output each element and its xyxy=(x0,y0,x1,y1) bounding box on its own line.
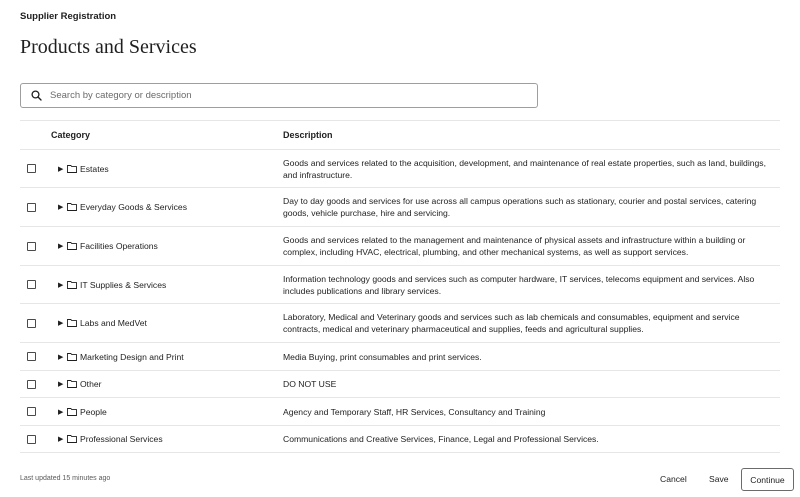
category-label[interactable]: Professional Services xyxy=(80,434,163,444)
row-checkbox[interactable] xyxy=(27,352,36,361)
category-label[interactable]: Facilities Operations xyxy=(80,241,158,251)
category-label[interactable]: Everyday Goods & Services xyxy=(80,202,187,212)
category-description: Communications and Creative Services, Finance, Legal and Professional Services. xyxy=(283,434,599,444)
category-label[interactable]: Estates xyxy=(80,163,109,174)
category-description: Goods and services related to the acquisition, development, and maintenance of real estate properties, such as land, buildings, and infrastructure. xyxy=(283,157,766,180)
row-checkbox[interactable] xyxy=(27,407,36,416)
footer-bar xyxy=(0,460,800,497)
search-box[interactable] xyxy=(20,83,538,108)
header-description: Description xyxy=(283,130,333,140)
row-checkbox[interactable] xyxy=(27,280,36,289)
row-checkbox[interactable] xyxy=(27,435,36,444)
page-title: Products and Services xyxy=(20,36,197,58)
category-description: Information technology goods and services such as computer hardware, IT services, telecoms equipment and services. Also includes publications and library services. xyxy=(283,273,755,296)
cancel-button[interactable]: Cancel xyxy=(660,474,687,484)
folder-icon xyxy=(67,281,77,289)
table-row xyxy=(20,371,780,398)
category-description: Goods and services related to the management and maintenance of physical assets and infrastructure within a building or complex, including HVAC, electrical, plumbing, and other mechanical systems, as well as support services. xyxy=(283,235,746,257)
continue-button[interactable]: Continue xyxy=(741,468,794,491)
expand-icon[interactable]: ▶ xyxy=(58,165,64,173)
category-description: DO NOT USE xyxy=(283,379,337,389)
search-icon xyxy=(31,90,42,101)
header-category: Category xyxy=(51,130,91,140)
table-row xyxy=(20,266,780,304)
last-updated-text: Last updated 15 minutes ago xyxy=(20,475,111,482)
expand-icon[interactable]: ▶ xyxy=(58,381,64,388)
folder-icon xyxy=(67,203,77,211)
expand-icon[interactable]: ▶ xyxy=(58,436,64,443)
row-checkbox[interactable] xyxy=(27,164,36,173)
folder-icon xyxy=(67,319,77,327)
folder-icon xyxy=(67,408,77,416)
row-checkbox[interactable] xyxy=(27,242,36,251)
expand-icon[interactable]: ▶ xyxy=(58,408,64,416)
expand-icon[interactable]: ▶ xyxy=(58,320,64,327)
table-row xyxy=(20,150,780,188)
search-input[interactable] xyxy=(50,90,490,101)
table-row xyxy=(20,227,780,266)
table-row xyxy=(20,304,780,343)
folder-icon xyxy=(67,435,77,443)
category-description: Day to day goods and services for use across all campus operations such as stationary, courier and postal services, catering goods, vehicle purchase, hire and servicing. xyxy=(283,196,757,218)
category-label[interactable]: IT Supplies & Services xyxy=(80,279,167,290)
expand-icon[interactable]: ▶ xyxy=(58,353,64,361)
breadcrumb: Supplier Registration xyxy=(20,11,117,22)
save-button[interactable]: Save xyxy=(709,474,729,484)
table-row xyxy=(20,343,780,371)
category-description: Agency and Temporary Staff, HR Services, Consultancy and Training xyxy=(283,406,546,417)
table-row xyxy=(20,426,780,453)
category-label[interactable]: Marketing Design and Print xyxy=(80,351,184,362)
row-checkbox[interactable] xyxy=(27,380,36,389)
category-label[interactable]: People xyxy=(80,406,107,417)
expand-icon[interactable]: ▶ xyxy=(58,281,64,289)
row-checkbox[interactable] xyxy=(27,203,36,212)
folder-icon xyxy=(67,242,77,250)
category-description: Media Buying, print consumables and print services. xyxy=(283,351,482,362)
table-row xyxy=(20,398,780,426)
expand-icon[interactable]: ▶ xyxy=(58,204,64,211)
categories-table xyxy=(20,120,780,453)
folder-icon xyxy=(67,165,77,173)
table-header xyxy=(20,120,780,150)
table-row xyxy=(20,188,780,227)
category-description: Laboratory, Medical and Veterinary goods and services such as lab chemicals and consumables, equipment and service contracts, medical and veterinary pharmaceutical and supplies, feeds and agricultural supplies. xyxy=(283,312,740,334)
category-label[interactable]: Labs and MedVet xyxy=(80,318,147,328)
folder-icon xyxy=(67,380,77,388)
category-label[interactable]: Other xyxy=(80,379,102,389)
folder-icon xyxy=(67,353,77,361)
row-checkbox[interactable] xyxy=(27,319,36,328)
expand-icon[interactable]: ▶ xyxy=(58,243,64,250)
